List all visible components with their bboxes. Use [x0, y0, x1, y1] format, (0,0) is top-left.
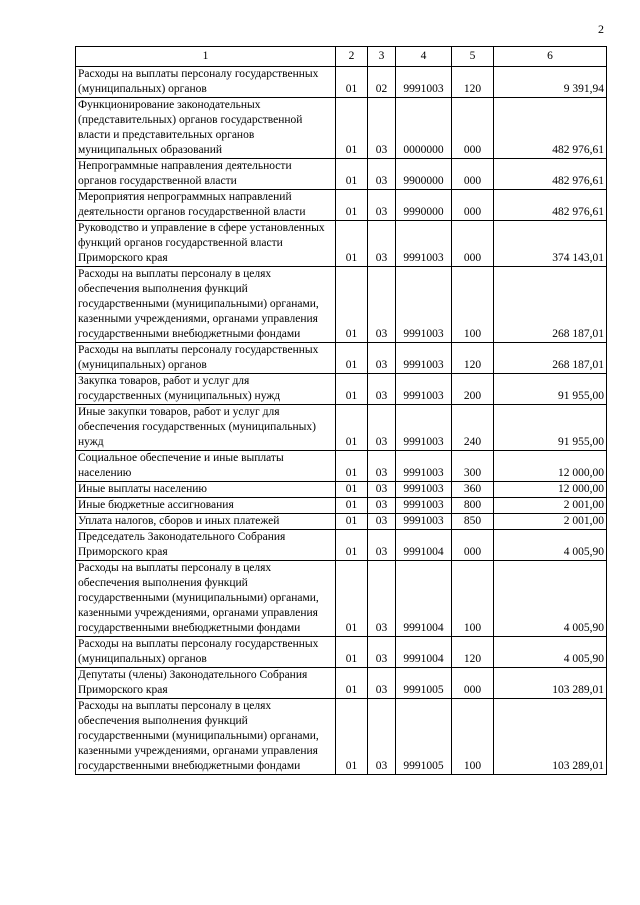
- row-expense-type-cell: 200: [452, 374, 494, 405]
- table-row: [76, 498, 607, 514]
- table-row: [76, 190, 607, 221]
- page-number: 2: [598, 22, 604, 36]
- table-row: [76, 267, 607, 343]
- row-subsection-cell: 03: [368, 98, 396, 159]
- row-subsection-cell: 03: [368, 699, 396, 775]
- row-name-cell: Социальное обеспечение и иные выплаты населению: [76, 451, 336, 482]
- row-amount-cell: 374 143,01: [494, 221, 607, 267]
- row-expense-type-cell: 800: [452, 498, 494, 514]
- row-subsection-cell: 03: [368, 374, 396, 405]
- row-target-article-cell: 9991003: [396, 343, 452, 374]
- row-target-article-cell: 9991003: [396, 514, 452, 530]
- table-row: [76, 514, 607, 530]
- table-row: [76, 530, 607, 561]
- header-cell: 4: [396, 47, 452, 67]
- row-expense-type-cell: 100: [452, 561, 494, 637]
- row-target-article-cell: 9991003: [396, 67, 452, 98]
- row-name-cell: Расходы на выплаты персоналу государственных (муниципальных) органов: [76, 637, 336, 668]
- row-target-article-cell: 9991005: [396, 668, 452, 699]
- row-amount-cell: 12 000,00: [494, 451, 607, 482]
- row-expense-type-cell: 300: [452, 451, 494, 482]
- table-row: [76, 405, 607, 451]
- row-section-cell: 01: [336, 482, 368, 498]
- row-name-cell: Мероприятия непрограммных направлений деятельности органов государственной власти: [76, 190, 336, 221]
- row-section-cell: 01: [336, 190, 368, 221]
- table-row: [76, 451, 607, 482]
- table-row: [76, 98, 607, 159]
- header-row: [76, 47, 607, 67]
- row-subsection-cell: 03: [368, 267, 396, 343]
- row-expense-type-cell: 100: [452, 699, 494, 775]
- row-subsection-cell: 03: [368, 482, 396, 498]
- header-cell: 6: [494, 47, 607, 67]
- row-subsection-cell: 03: [368, 159, 396, 190]
- row-section-cell: 01: [336, 98, 368, 159]
- row-name-cell: Депутаты (члены) Законодательного Собрания Приморского края: [76, 668, 336, 699]
- row-target-article-cell: 9991003: [396, 482, 452, 498]
- row-section-cell: 01: [336, 514, 368, 530]
- header-cell: 2: [336, 47, 368, 67]
- row-subsection-cell: 03: [368, 530, 396, 561]
- row-amount-cell: 9 391,94: [494, 67, 607, 98]
- row-amount-cell: 268 187,01: [494, 267, 607, 343]
- row-expense-type-cell: 850: [452, 514, 494, 530]
- row-expense-type-cell: 120: [452, 343, 494, 374]
- row-name-cell: Руководство и управление в сфере установленных функций органов государственной власти Приморского края: [76, 221, 336, 267]
- table-row: [76, 668, 607, 699]
- row-expense-type-cell: 000: [452, 668, 494, 699]
- row-amount-cell: 482 976,61: [494, 98, 607, 159]
- row-section-cell: 01: [336, 637, 368, 668]
- row-name-cell: Иные бюджетные ассигнования: [76, 498, 336, 514]
- header-cell: 5: [452, 47, 494, 67]
- row-target-article-cell: 9900000: [396, 159, 452, 190]
- row-section-cell: 01: [336, 451, 368, 482]
- row-amount-cell: 103 289,01: [494, 699, 607, 775]
- row-name-cell: Председатель Законодательного Собрания Приморского края: [76, 530, 336, 561]
- table-row: [76, 159, 607, 190]
- row-section-cell: 01: [336, 374, 368, 405]
- row-target-article-cell: 9991003: [396, 498, 452, 514]
- table-row: [76, 482, 607, 498]
- table-row: [76, 637, 607, 668]
- row-expense-type-cell: 100: [452, 267, 494, 343]
- header-cell: 1: [76, 47, 336, 67]
- row-subsection-cell: 03: [368, 514, 396, 530]
- row-name-cell: Иные закупки товаров, работ и услуг для обеспечения государственных (муниципальных) нужд: [76, 405, 336, 451]
- row-amount-cell: 103 289,01: [494, 668, 607, 699]
- table-row: [76, 343, 607, 374]
- row-target-article-cell: 9991003: [396, 451, 452, 482]
- row-section-cell: 01: [336, 668, 368, 699]
- row-amount-cell: 4 005,90: [494, 637, 607, 668]
- row-name-cell: Уплата налогов, сборов и иных платежей: [76, 514, 336, 530]
- row-expense-type-cell: 000: [452, 530, 494, 561]
- header-cell: 3: [368, 47, 396, 67]
- row-subsection-cell: 03: [368, 190, 396, 221]
- row-expense-type-cell: 120: [452, 637, 494, 668]
- row-amount-cell: 12 000,00: [494, 482, 607, 498]
- row-amount-cell: 4 005,90: [494, 561, 607, 637]
- row-section-cell: 01: [336, 67, 368, 98]
- row-section-cell: 01: [336, 159, 368, 190]
- row-section-cell: 01: [336, 267, 368, 343]
- row-subsection-cell: 03: [368, 637, 396, 668]
- row-name-cell: Расходы на выплаты персоналу в целях обеспечения выполнения функций государственными (муниципальными) органами, казенными учреждениями, органами управления государственными внебюджетными фондами: [76, 699, 336, 775]
- row-expense-type-cell: 240: [452, 405, 494, 451]
- row-amount-cell: 91 955,00: [494, 405, 607, 451]
- row-name-cell: Закупка товаров, работ и услуг для государственных (муниципальных) нужд: [76, 374, 336, 405]
- row-amount-cell: 482 976,61: [494, 190, 607, 221]
- row-target-article-cell: 9991003: [396, 405, 452, 451]
- row-expense-type-cell: 360: [452, 482, 494, 498]
- row-expense-type-cell: 000: [452, 221, 494, 267]
- row-target-article-cell: 9991005: [396, 699, 452, 775]
- row-amount-cell: 2 001,00: [494, 498, 607, 514]
- row-target-article-cell: 9991003: [396, 221, 452, 267]
- row-target-article-cell: 0000000: [396, 98, 452, 159]
- row-expense-type-cell: 120: [452, 67, 494, 98]
- table-row: [76, 561, 607, 637]
- row-target-article-cell: 9990000: [396, 190, 452, 221]
- row-subsection-cell: 03: [368, 343, 396, 374]
- row-amount-cell: 268 187,01: [494, 343, 607, 374]
- row-expense-type-cell: 000: [452, 190, 494, 221]
- row-amount-cell: 91 955,00: [494, 374, 607, 405]
- row-subsection-cell: 03: [368, 451, 396, 482]
- row-section-cell: 01: [336, 699, 368, 775]
- row-subsection-cell: 03: [368, 498, 396, 514]
- table-row: [76, 67, 607, 98]
- row-subsection-cell: 02: [368, 67, 396, 98]
- row-name-cell: Непрограммные направления деятельности органов государственной власти: [76, 159, 336, 190]
- row-section-cell: 01: [336, 405, 368, 451]
- budget-table: [75, 46, 607, 775]
- row-amount-cell: 4 005,90: [494, 530, 607, 561]
- row-name-cell: Расходы на выплаты персоналу в целях обеспечения выполнения функций государственными (муниципальными) органами, казенными учреждениями, органами управления государственными внебюджетными фондами: [76, 561, 336, 637]
- row-target-article-cell: 9991003: [396, 374, 452, 405]
- table-row: [76, 221, 607, 267]
- table-row: [76, 374, 607, 405]
- row-section-cell: 01: [336, 221, 368, 267]
- row-subsection-cell: 03: [368, 221, 396, 267]
- row-subsection-cell: 03: [368, 561, 396, 637]
- row-name-cell: Функционирование законодательных (представительных) органов государственной власти и представительных органов муниципальных образований: [76, 98, 336, 159]
- row-subsection-cell: 03: [368, 668, 396, 699]
- row-amount-cell: 482 976,61: [494, 159, 607, 190]
- row-target-article-cell: 9991004: [396, 637, 452, 668]
- row-section-cell: 01: [336, 530, 368, 561]
- row-name-cell: Расходы на выплаты персоналу в целях обеспечения выполнения функций государственными (муниципальными) органами, казенными учреждениями, органами управления государственными внебюджетными фондами: [76, 267, 336, 343]
- row-target-article-cell: 9991004: [396, 530, 452, 561]
- row-expense-type-cell: 000: [452, 159, 494, 190]
- table-row: [76, 699, 607, 775]
- row-amount-cell: 2 001,00: [494, 514, 607, 530]
- row-target-article-cell: 9991004: [396, 561, 452, 637]
- row-section-cell: 01: [336, 343, 368, 374]
- row-name-cell: Расходы на выплаты персоналу государственных (муниципальных) органов: [76, 343, 336, 374]
- row-target-article-cell: 9991003: [396, 267, 452, 343]
- row-name-cell: Расходы на выплаты персоналу государственных (муниципальных) органов: [76, 67, 336, 98]
- row-name-cell: Иные выплаты населению: [76, 482, 336, 498]
- row-expense-type-cell: 000: [452, 98, 494, 159]
- row-section-cell: 01: [336, 561, 368, 637]
- row-section-cell: 01: [336, 498, 368, 514]
- row-subsection-cell: 03: [368, 405, 396, 451]
